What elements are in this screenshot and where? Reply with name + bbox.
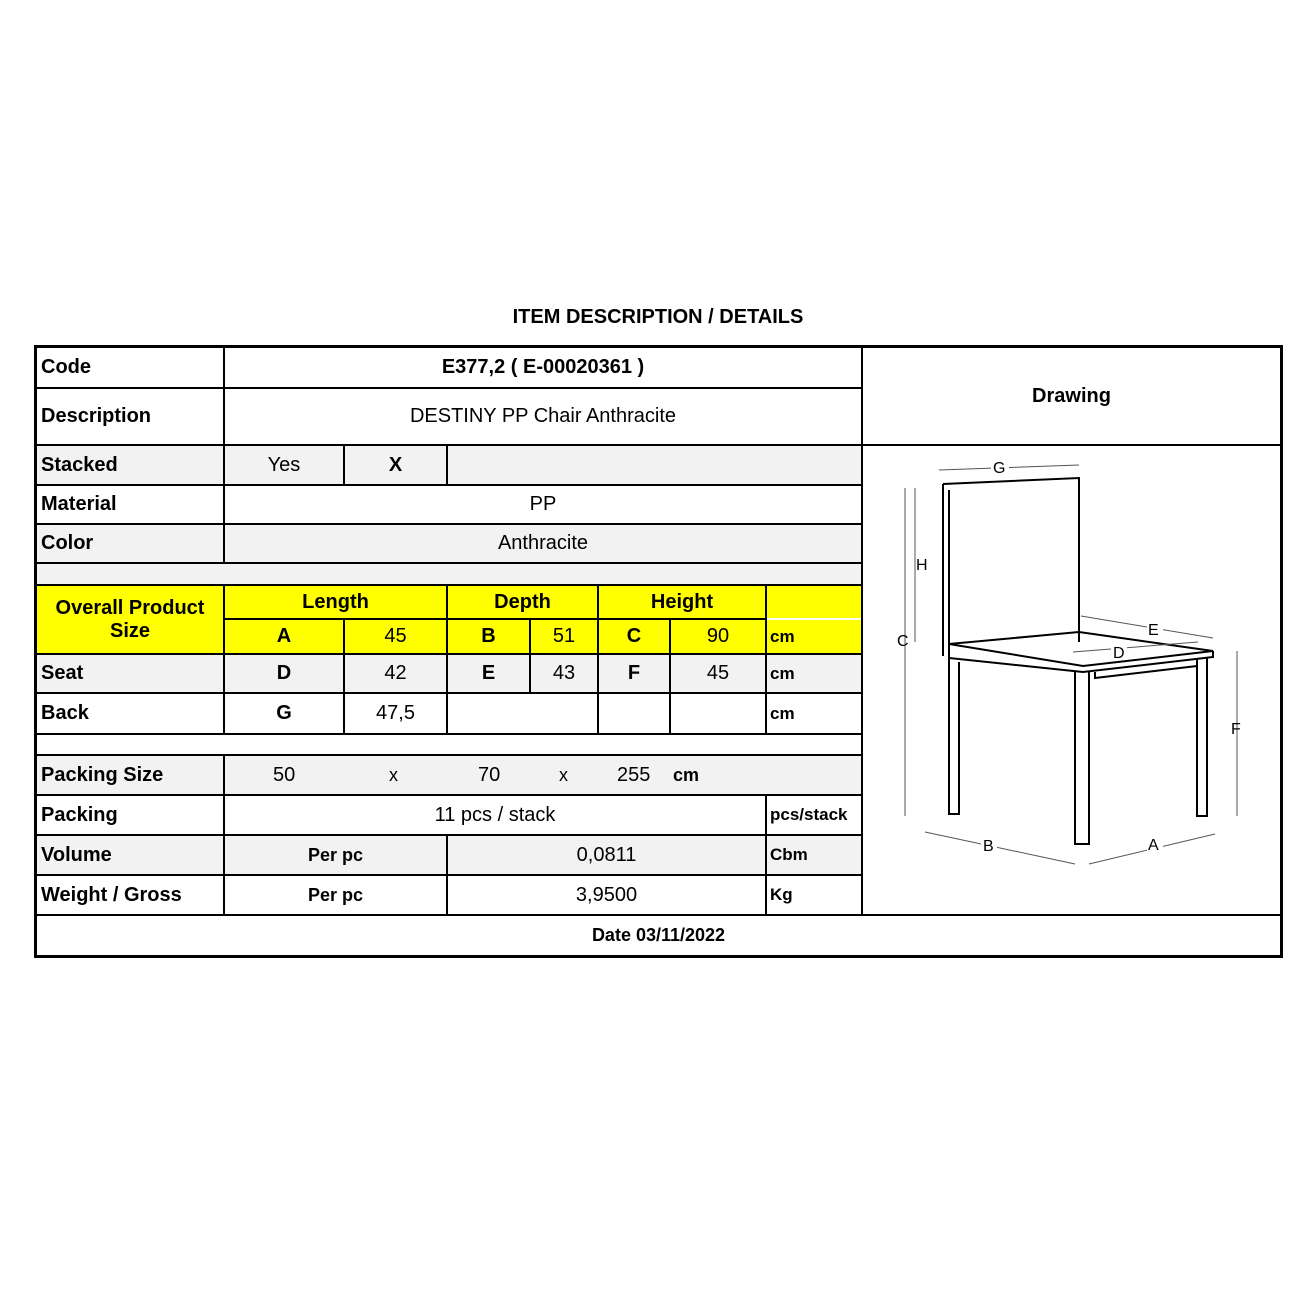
dim-b-letter: B	[448, 620, 529, 653]
dim-a-value: 45	[345, 620, 446, 653]
weight-per: Per pc	[307, 884, 364, 905]
dim-f-letter: F	[599, 655, 669, 692]
material-label: Material	[41, 493, 117, 515]
item-details-table	[34, 345, 1283, 958]
back-label: Back	[41, 702, 89, 724]
stacked-yes: Yes	[225, 446, 343, 484]
dim-label-e: E	[1148, 622, 1159, 639]
packing-value: 11 pcs / stack	[434, 803, 556, 826]
seat-label: Seat	[37, 655, 223, 692]
overall-unit: cm	[767, 620, 861, 653]
packing-size-unit: cm	[673, 764, 700, 785]
packing-size-row	[225, 756, 861, 794]
back-unit: cm	[770, 703, 795, 723]
color-value: Anthracite	[225, 525, 861, 562]
volume-value: 0,0811	[448, 836, 765, 874]
packing-size-label: Packing Size	[37, 756, 223, 794]
overall-unit-header	[767, 586, 861, 618]
packing-x-1: x	[389, 764, 398, 785]
dim-a-letter: A	[225, 620, 343, 653]
volume-per: Per pc	[225, 836, 446, 874]
color-label: Color	[37, 525, 223, 562]
description-value: DESTINY PP Chair Anthracite	[409, 405, 677, 427]
chair-drawing	[863, 446, 1280, 914]
packing-unit: pcs/stack	[770, 805, 848, 825]
dim-label-a: A	[1148, 837, 1159, 854]
height-header: Height	[599, 586, 765, 618]
dim-e-letter: E	[448, 655, 529, 692]
dim-label-c: C	[897, 633, 909, 650]
dim-label-d: D	[1113, 645, 1125, 662]
dim-c-value: 90	[671, 620, 765, 653]
dim-label-b: B	[983, 838, 994, 855]
dim-g-letter: G	[276, 702, 292, 724]
stacked-label: Stacked	[37, 446, 223, 484]
packing-x-2: x	[559, 764, 568, 785]
code-label: Code	[41, 356, 91, 378]
seat-unit: cm	[767, 655, 861, 692]
dim-c-letter: C	[599, 620, 669, 653]
volume-label: Volume	[37, 836, 223, 874]
volume-unit: Cbm	[767, 836, 861, 874]
dim-label-f: F	[1231, 721, 1241, 738]
weight-value: 3,9500	[575, 883, 638, 906]
dim-f-value: 45	[671, 655, 765, 692]
description-label: Description	[41, 405, 152, 427]
drawing-header: Drawing	[1032, 384, 1111, 407]
overall-size-label: Overall Product Size	[37, 586, 223, 653]
dim-label-g: G	[993, 460, 1006, 477]
packing-label: Packing	[41, 803, 118, 826]
dim-d-letter: D	[225, 655, 343, 692]
dim-b-value: 51	[531, 620, 597, 653]
length-header: Length	[225, 586, 446, 618]
weight-label: Weight / Gross	[41, 883, 182, 906]
dim-g-value: 47,5	[376, 702, 415, 724]
stacked-mark: X	[345, 446, 446, 484]
code-value: E377,2 ( E-00020361 )	[441, 356, 645, 378]
packing-width: 50	[273, 763, 296, 786]
dim-d-value: 42	[345, 655, 446, 692]
stacked-empty	[448, 446, 861, 484]
packing-height: 255	[617, 763, 651, 786]
date-footer: Date 03/11/2022	[591, 925, 726, 946]
sheet-title: ITEM DESCRIPTION / DETAILS	[512, 306, 804, 328]
material-value: PP	[529, 493, 557, 515]
dim-label-h: H	[916, 557, 928, 574]
dim-e-value: 43	[531, 655, 597, 692]
weight-unit: Kg	[770, 885, 793, 905]
packing-depth: 70	[478, 763, 501, 786]
spacer-row-2	[37, 735, 861, 754]
depth-header: Depth	[448, 586, 597, 618]
spacer-row	[37, 564, 861, 584]
